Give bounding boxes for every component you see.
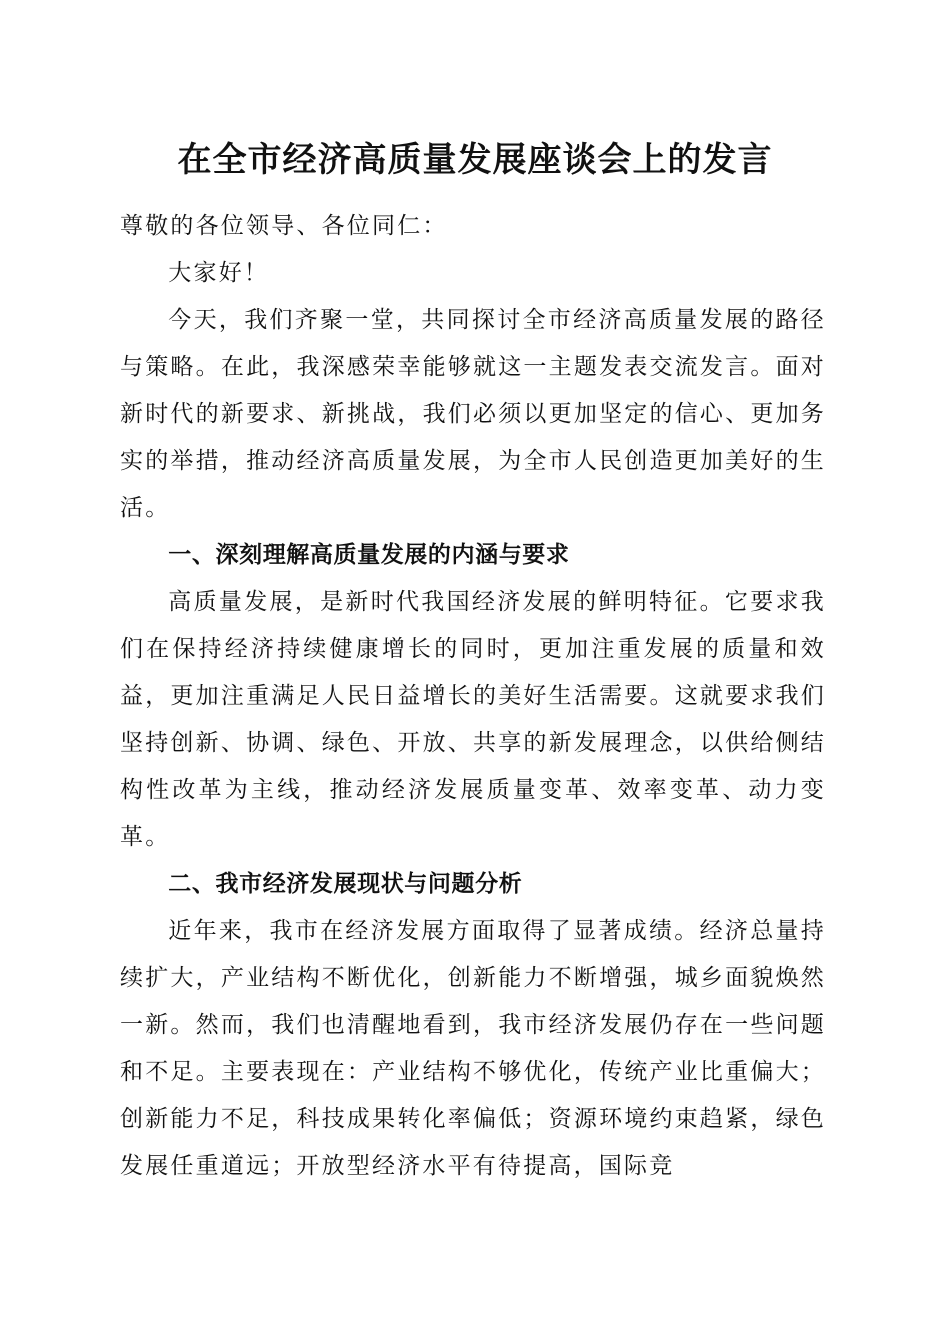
section-paragraph-2: 近年来，我市在经济发展方面取得了显著成绩。经济总量持续扩大，产业结构不断优化，创新能力不断增强，城乡面貌焕然一新。然而，我们也清醒地看到，我市经济发展仍存在一些问题和不足。主要表现在：产业结构不够优化，传统产业比重偏大；创新能力不足，科技成果转化率偏低；资源环境约束趋紧，绿色发展任重道远；开放型经济水平有待提高，国际竞 bbox=[120, 918, 826, 1179]
document-body bbox=[120, 203, 826, 1190]
section-heading-1: 一、深刻理解高质量发展的内涵与要求 bbox=[168, 542, 570, 568]
intro-paragraph: 今天，我们齐聚一堂，共同探讨全市经济高质量发展的路径与策略。在此，我深感荣幸能够就这一主题发表交流发言。面对新时代的新要求、新挑战，我们必须以更加坚定的信心、更加务实的举措，推动经济高质量发展，为全市人民创造更加美好的生活。 bbox=[120, 307, 826, 521]
salutation: 尊敬的各位领导、各位同仁： bbox=[120, 213, 448, 239]
section-heading-2: 二、我市经济发展现状与问题分析 bbox=[168, 871, 523, 897]
document-title: 在全市经济高质量发展座谈会上的发言 bbox=[177, 140, 773, 180]
section-paragraph-1: 高质量发展，是新时代我国经济发展的鲜明特征。它要求我们在保持经济持续健康增长的同时，更加注重发展的质量和效益，更加注重满足人民日益增长的美好生活需要。这就要求我们坚持创新、协调、绿色、开放、共享的新发展理念，以供给侧结构性改革为主线，推动经济发展质量变革、效率变革、动力变革。 bbox=[120, 589, 826, 850]
greeting: 大家好！ bbox=[168, 260, 270, 286]
